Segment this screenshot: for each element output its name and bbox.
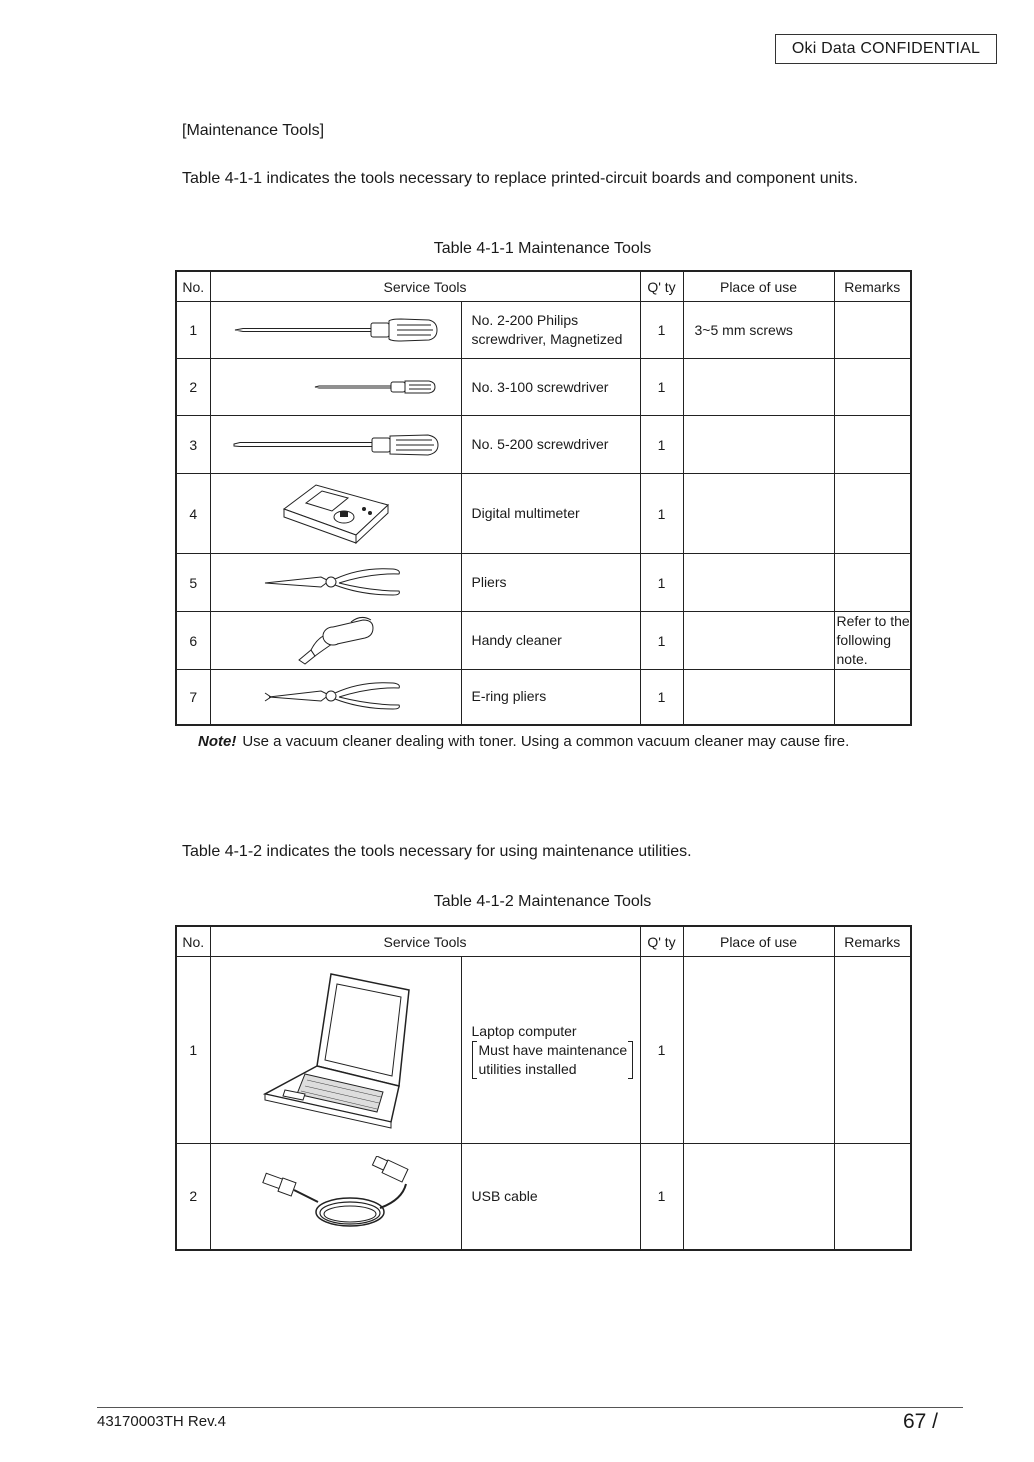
header-service-tools: Service Tools <box>210 271 640 302</box>
row-remarks <box>834 359 911 416</box>
tool-name: Pliers <box>461 554 640 612</box>
row-place <box>683 670 834 725</box>
table-row <box>176 554 911 612</box>
table-row <box>176 1144 911 1250</box>
row-qty: 1 <box>640 1144 683 1250</box>
footer-divider <box>97 1407 963 1408</box>
philips-screwdriver-icon <box>210 302 461 359</box>
laptop-sub-line2: utilities installed <box>478 1060 577 1077</box>
tool-name: No. 5-200 screwdriver <box>461 416 640 474</box>
row-place <box>683 957 834 1144</box>
row-qty: 1 <box>640 359 683 416</box>
table-row <box>176 612 911 670</box>
table-row <box>176 670 911 725</box>
row-qty: 1 <box>640 554 683 612</box>
note <box>198 733 849 750</box>
intro-paragraph-1: Table 4-1-1 indicates the tools necessary to replace printed-circuit boards and component units. <box>182 170 858 187</box>
e-ring-pliers-icon <box>210 670 461 725</box>
row-remarks <box>834 670 911 725</box>
row-qty: 1 <box>640 474 683 554</box>
tool-name: Handy cleaner <box>461 612 640 670</box>
header-no: No. <box>176 926 210 957</box>
page-number: 67 / <box>902 1410 938 1433</box>
remarks-line1: Refer to the <box>836 613 910 629</box>
row-remarks <box>834 302 911 359</box>
tool-name: E-ring pliers <box>461 670 640 725</box>
document-id: 43170003TH Rev.4 <box>97 1413 226 1430</box>
laptop-requirement-bracket <box>472 1041 634 1079</box>
tool-name-line1: No. 2-200 Philips <box>471 312 579 328</box>
laptop-sub-line1: Must have maintenance <box>478 1041 628 1058</box>
handy-cleaner-icon <box>210 612 461 670</box>
row-no: 4 <box>176 474 210 554</box>
table-row <box>176 474 911 554</box>
laptop-icon <box>210 957 461 1144</box>
row-qty: 1 <box>640 670 683 725</box>
multimeter-icon <box>210 474 461 554</box>
row-remarks <box>834 416 911 474</box>
small-screwdriver-icon <box>210 359 461 416</box>
row-no: 6 <box>176 612 210 670</box>
table2-caption: Table 4-1-2 Maintenance Tools <box>433 893 652 910</box>
tool-name: No. 3-100 screwdriver <box>461 359 640 416</box>
long-screwdriver-icon <box>210 416 461 474</box>
table-row <box>176 359 911 416</box>
row-no: 3 <box>176 416 210 474</box>
row-place <box>683 474 834 554</box>
row-no: 1 <box>176 957 210 1144</box>
table1-caption: Table 4-1-1 Maintenance Tools <box>433 240 652 257</box>
row-no: 1 <box>176 302 210 359</box>
intro-paragraph-2: Table 4-1-2 indicates the tools necessary for using maintenance utilities. <box>182 843 692 860</box>
row-no: 5 <box>176 554 210 612</box>
table-row <box>176 302 911 359</box>
header-remarks: Remarks <box>834 926 911 957</box>
table-row <box>176 416 911 474</box>
table-header-row <box>176 926 911 957</box>
row-no: 7 <box>176 670 210 725</box>
confidential-label: Oki Data CONFIDENTIAL <box>775 34 997 64</box>
row-qty: 1 <box>640 302 683 359</box>
laptop-name: Laptop computer <box>471 1022 577 1039</box>
row-qty: 1 <box>640 957 683 1144</box>
table-row <box>176 957 911 1144</box>
row-remarks <box>834 957 911 1144</box>
remarks-line2: following <box>836 632 891 648</box>
note-text: Use a vacuum cleaner dealing with toner. Using a common vacuum cleaner may cause fire. <box>242 733 850 750</box>
tool-name: USB cable <box>461 1144 640 1250</box>
header-place: Place of use <box>683 926 834 957</box>
row-remarks <box>834 554 911 612</box>
row-no: 2 <box>176 1144 210 1250</box>
section-title: [Maintenance Tools] <box>182 122 325 139</box>
header-qty: Q' ty <box>640 271 683 302</box>
row-place <box>683 416 834 474</box>
header-no: No. <box>176 271 210 302</box>
row-remarks <box>834 1144 911 1250</box>
row-place <box>683 359 834 416</box>
remarks-line3: note. <box>836 651 868 667</box>
row-place: 3~5 mm screws <box>683 302 834 359</box>
header-service-tools: Service Tools <box>210 926 640 957</box>
header-remarks: Remarks <box>834 271 911 302</box>
table-header-row <box>176 271 911 302</box>
tool-name-line2: screwdriver, Magnetized <box>471 331 623 347</box>
row-place <box>683 612 834 670</box>
header-place: Place of use <box>683 271 834 302</box>
tool-name: Digital multimeter <box>461 474 640 554</box>
note-label: Note! <box>198 733 237 750</box>
row-place <box>683 1144 834 1250</box>
row-qty: 1 <box>640 612 683 670</box>
header-qty: Q' ty <box>640 926 683 957</box>
row-no: 2 <box>176 359 210 416</box>
pliers-icon <box>210 554 461 612</box>
tool-name <box>461 302 640 359</box>
row-remarks <box>834 612 911 670</box>
maintenance-tools-table-2 <box>175 925 912 1251</box>
row-place <box>683 554 834 612</box>
tool-name <box>461 957 640 1144</box>
row-remarks <box>834 474 911 554</box>
usb-cable-icon <box>210 1144 461 1250</box>
maintenance-tools-table-1 <box>175 270 912 726</box>
row-qty: 1 <box>640 416 683 474</box>
